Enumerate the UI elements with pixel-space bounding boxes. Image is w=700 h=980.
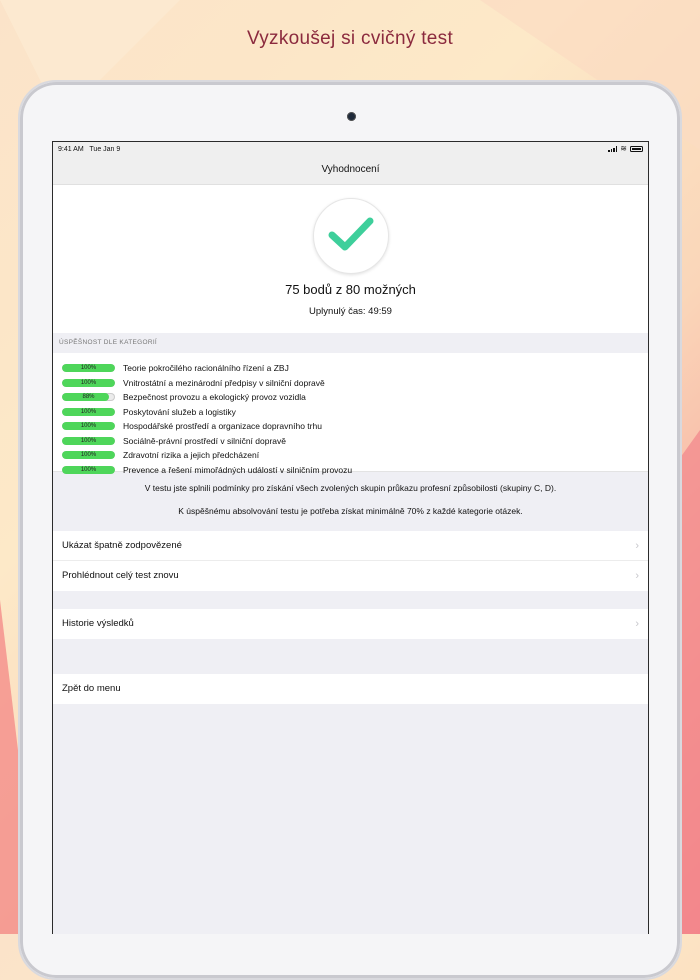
battery-icon [630,146,643,152]
category-row [62,434,648,449]
category-label: Sociálně-právní prostředí v silniční dopravě [123,435,286,446]
success-badge [313,198,389,274]
info-line-groups: V testu jste splnili podmínky pro získání všech zvolených skupin průkazu profesní způsobilosti (skupiny C, D). [144,483,557,493]
progress-percent: 100% [80,379,97,386]
category-progress-bar [62,466,115,474]
category-row [62,419,648,434]
chevron-right-icon: › [635,570,639,582]
category-label: Poskytování služeb a logistiky [123,406,236,417]
progress-percent: 100% [80,452,97,459]
categories-header: ÚSPĚŠNOST DLE KATEGORIÍ [53,333,648,353]
category-list [53,353,648,475]
category-label: Hospodářské prostředí a organizace dopravního trhu [123,421,322,432]
progress-percent: 88% [82,394,95,401]
status-date: Tue Jan 9 [89,145,121,153]
category-label: Bezpečnost provozu a ekologický provoz vozidla [123,392,306,403]
status-time: 9:41 AM [58,145,84,153]
menu-actions [53,674,648,704]
chevron-right-icon: › [635,540,639,552]
score-text: 75 bodů z 80 možných [285,282,416,297]
category-progress-bar [62,422,115,430]
progress-percent: 100% [80,408,97,415]
progress-percent: 100% [80,466,97,473]
progress-percent: 100% [80,423,97,430]
category-row [62,405,648,420]
category-row [62,448,648,463]
category-progress-bar [62,379,115,387]
category-row [62,390,648,405]
progress-percent: 100% [80,437,97,444]
category-progress-bar [62,451,115,459]
show-wrong-answers-button[interactable] [53,531,648,561]
progress-percent: 100% [80,365,97,372]
group-spacer [53,591,648,609]
promo-headline: Vyzkoušej si cvičný test [246,28,454,49]
signal-icon [608,146,617,152]
category-progress-bar [62,437,115,445]
category-progress-bar [62,364,115,372]
info-line-requirement: K úspěšnému absolvování testu je potřeba získat minimálně 70% z každé kategorie otázek. [178,506,523,516]
camera-icon [347,112,356,121]
app-screen [52,141,649,934]
show-wrong-label: Ukázat špatně zodpovězené [62,540,182,551]
wifi-icon: ≋ [620,144,627,153]
back-to-menu-label: Zpět do menu [62,683,121,694]
category-label: Teorie pokročilého racionálního řízení a ZBJ [123,363,289,374]
history-label: Historie výsledků [62,618,134,629]
group-spacer [53,639,648,674]
category-label: Zdravotní rizika a jejich předcházení [123,450,260,461]
results-history-button[interactable] [53,609,648,639]
review-test-label: Prohlédnout celý test znovu [62,570,179,581]
nav-bar [53,156,648,185]
category-progress-bar [62,393,115,401]
status-bar [53,142,648,156]
result-info [53,471,648,531]
review-actions [53,531,648,591]
category-row [62,376,648,391]
category-row [62,361,648,376]
category-label: Vnitrostátní a mezinárodní předpisy v silniční dopravě [123,377,325,388]
result-summary [53,185,648,333]
category-progress-bar [62,408,115,416]
elapsed-time: Uplynulý čas: 49:59 [309,306,392,317]
history-actions [53,609,648,639]
checkmark-icon [328,215,374,255]
review-test-button[interactable] [53,561,648,591]
back-to-menu-button[interactable] [53,674,648,704]
page-title: Vyhodnocení [321,164,380,175]
chevron-right-icon: › [635,618,639,630]
category-label: Prevence a řešení mimořádných událostí v silničním provozu [123,464,353,475]
